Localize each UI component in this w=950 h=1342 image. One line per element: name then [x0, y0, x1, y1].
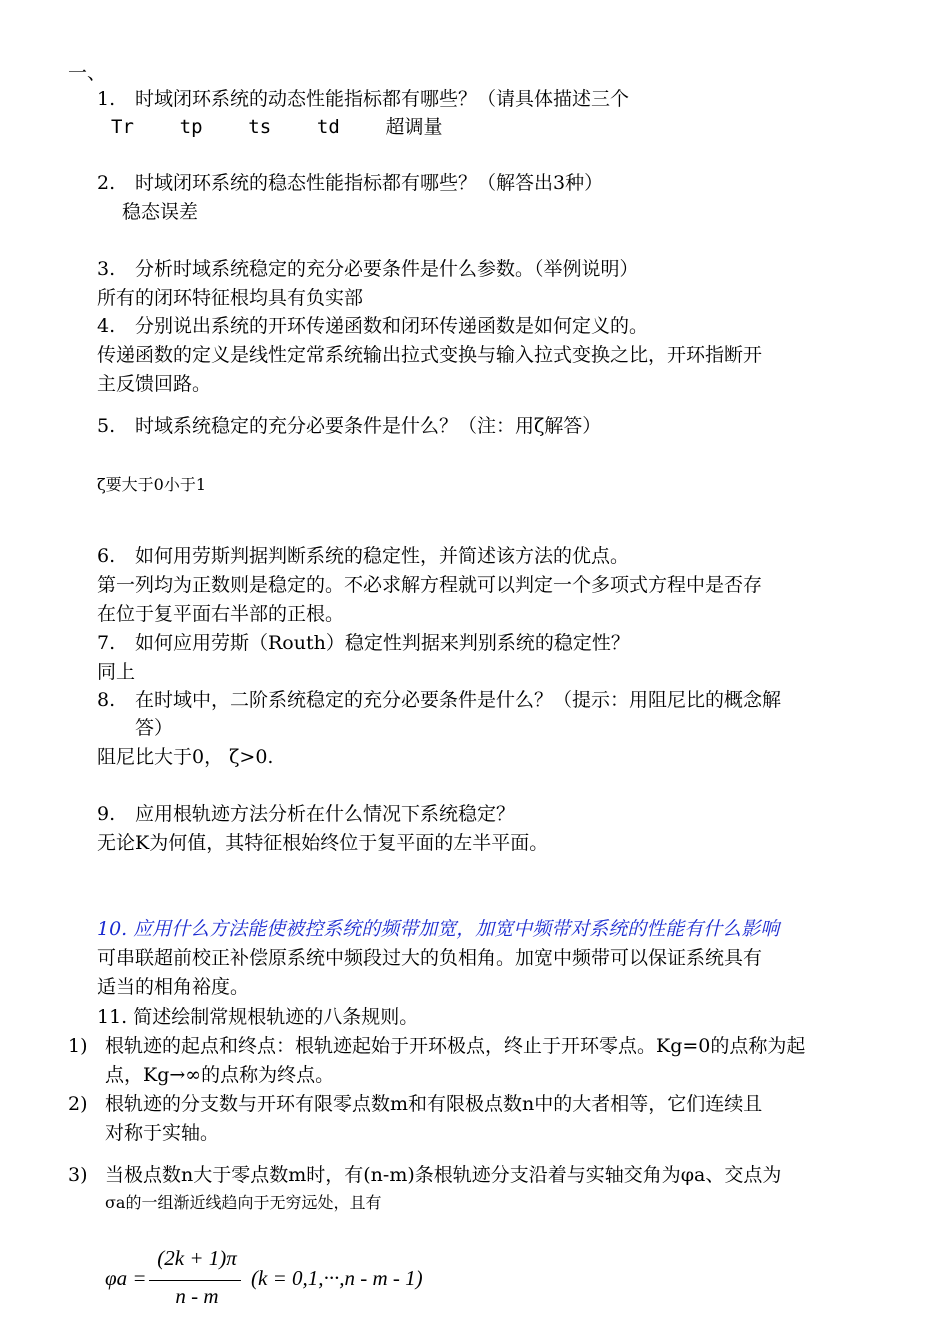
question-text: 分析时域系统稳定的充分必要条件是什么参数。（举例说明） [135, 258, 639, 280]
question-7 [97, 630, 630, 656]
answer-7: 同上 [97, 661, 136, 683]
answer-1: Tr tp ts td 超调量 [111, 116, 443, 138]
question-number: 2. [97, 172, 116, 194]
answer-4-line2: 主反馈回路。 [97, 373, 212, 395]
question-text: 如何用劳斯判据判断系统的稳定性，并简述该方法的优点。 [135, 545, 630, 567]
answer-8: 阻尼比大于0， ζ>0. [97, 746, 274, 768]
question-3 [97, 256, 639, 282]
question-number: 3. [97, 258, 116, 280]
answer-6-line1: 第一列均为正数则是稳定的。不必求解方程就可以判定一个多项式方程中是否存 [97, 574, 763, 596]
section-heading: 一、 [68, 62, 107, 84]
question-number: 4. [97, 315, 116, 337]
question-number: 5. [97, 415, 116, 437]
answer-10-line1: 可串联超前校正补偿原系统中频段过大的负相角。加宽中频带可以保证系统具有 [97, 947, 763, 969]
question-text: 在时域中，二阶系统稳定的充分必要条件是什么？（提示：用阻尼比的概念解 [135, 689, 782, 711]
formula-numerator: (2k + 1)π [157, 1246, 237, 1270]
answer-5: ζ要大于0小于1 [97, 475, 207, 494]
answer-6-line2: 在位于复平面右半部的正根。 [97, 603, 345, 625]
question-text: 时域闭环系统的动态性能指标都有哪些？（请具体描述三个 [135, 88, 630, 110]
question-5 [97, 413, 601, 439]
answer-9: 无论K为何值，其特征根始终位于复平面的左半平面。 [97, 832, 549, 854]
question-number: 1. [97, 88, 116, 110]
question-text: 分别说出系统的开环传递函数和闭环传递函数是如何定义的。 [135, 315, 649, 337]
question-9 [97, 801, 515, 827]
question-text: 如何应用劳斯（Routh）稳定性判据来判别系统的稳定性？ [135, 632, 630, 654]
rule-3-number: 3) [68, 1164, 88, 1186]
question-text: 时域闭环系统的稳态性能指标都有哪些？（解答出3种） [135, 172, 604, 194]
rule-1-line2: 点，Kg→∞的点称为终点。 [105, 1064, 335, 1086]
question-number: 7. [97, 632, 116, 654]
question-2 [97, 170, 603, 196]
question-number: 9. [97, 803, 116, 825]
answer-4-line1: 传递函数的定义是线性定常系统输出拉式变换与输入拉式变换之比，开环指断开 [97, 344, 763, 366]
rule-3-line1: 当极点数n大于零点数m时，有(n-m)条根轨迹分支沿着与实轴交角为φa、交点为 [105, 1164, 782, 1186]
question-number: 6. [97, 545, 116, 567]
answer-2: 稳态误差 [122, 201, 199, 223]
answer-10-line2: 适当的相角裕度。 [97, 976, 250, 998]
rule-1-number: 1) [68, 1035, 88, 1057]
rule-2-line1: 根轨迹的分支数与开环有限零点数m和有限极点数n中的大者相等，它们连续且 [105, 1093, 763, 1115]
question-text: 应用根轨迹方法分析在什么情况下系统稳定？ [135, 803, 516, 825]
question-11: 11. 简述绘制常规根轨迹的八条规则。 [97, 1006, 419, 1028]
rule-2-line2: 对称于实轴。 [105, 1122, 220, 1144]
question-8 [97, 687, 781, 713]
fraction-bar [149, 1280, 241, 1281]
rule-2-number: 2) [68, 1093, 88, 1115]
rule-3-line2: σa的一组渐近线趋向于无穷远处，且有 [105, 1193, 382, 1212]
formula-lhs: φa = [105, 1266, 147, 1290]
rule-1-line1: 根轨迹的起点和终点：根轨迹起始于开环极点，终止于开环零点。Kg=0的点称为起 [105, 1035, 806, 1057]
formula-condition: (k = 0,1,···,n - m - 1) [251, 1266, 423, 1290]
answer-3: 所有的闭环特征根均具有负实部 [97, 287, 364, 309]
question-number: 8. [97, 689, 116, 711]
question-1 [97, 86, 629, 112]
question-6 [97, 543, 629, 569]
question-8-line2: 答） [135, 717, 174, 739]
formula-denominator: n - m [175, 1284, 219, 1308]
question-10: 10. 应用什么方法能使被控系统的频带加宽，加宽中频带对系统的性能有什么影响 [97, 918, 780, 940]
question-text: 时域系统稳定的充分必要条件是什么？（注：用ζ解答） [135, 415, 602, 437]
question-4 [97, 313, 648, 339]
